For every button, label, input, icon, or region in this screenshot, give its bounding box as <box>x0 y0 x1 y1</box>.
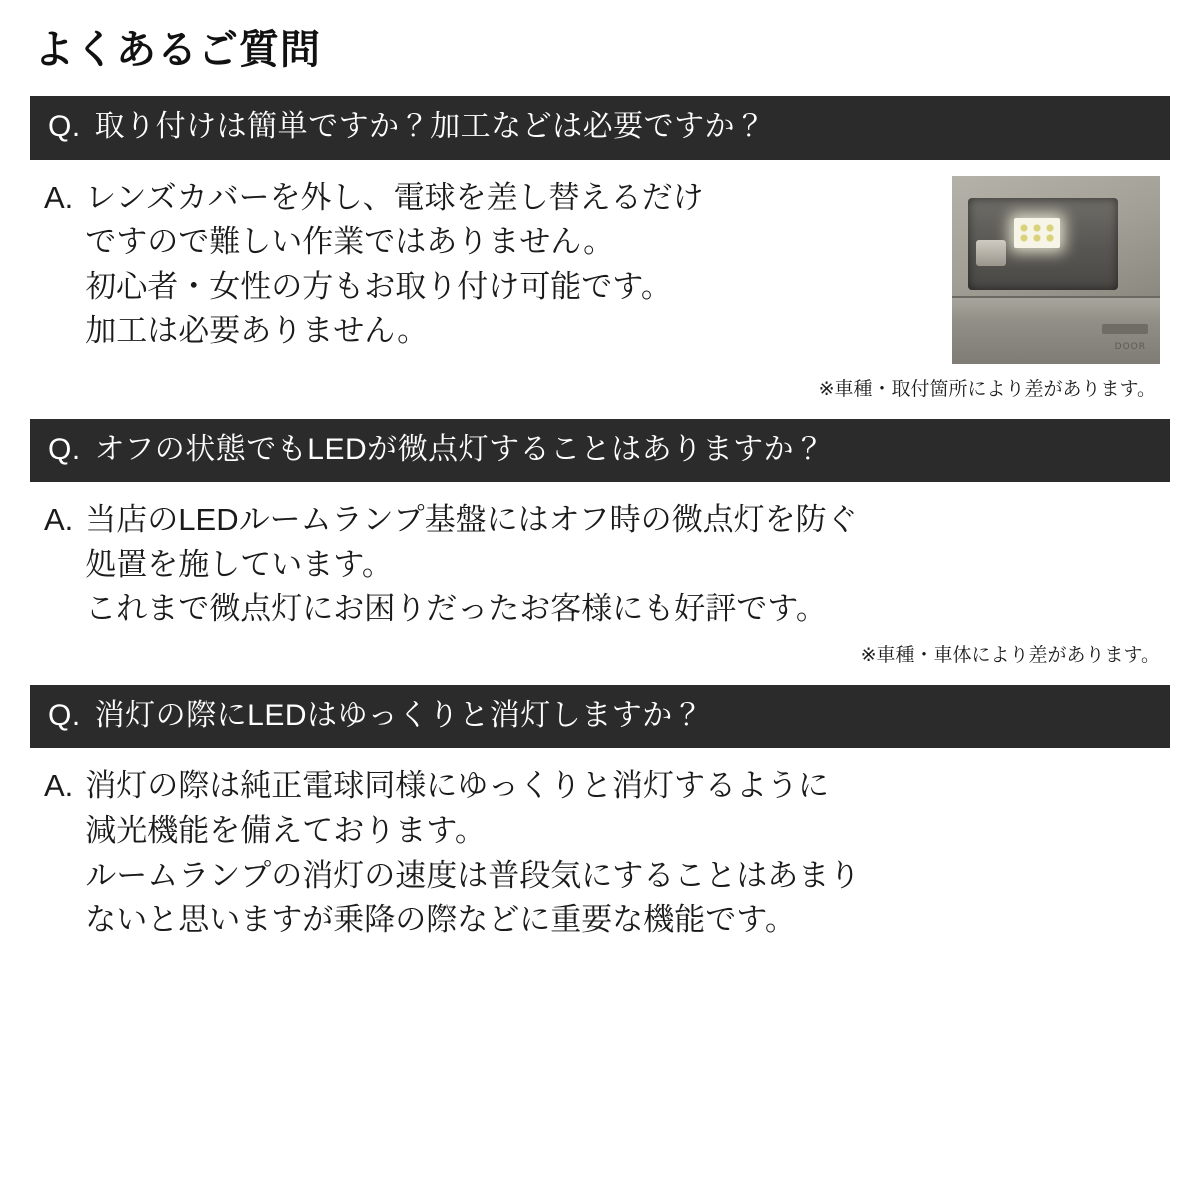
answer-with-image-1 <box>85 176 1160 364</box>
question-text-2: オフの状態でもLEDが微点灯することはありますか？ <box>94 432 825 466</box>
lens-slot <box>1102 324 1148 334</box>
answer-note-2: ※車種・車体により差があります。 <box>860 644 1160 666</box>
answer-line: 当店のLEDルームランプ基盤にはオフ時の微点灯を防ぐ <box>85 502 858 537</box>
question-bar-2 <box>30 419 1170 483</box>
question-marker-3: Q. <box>48 698 81 732</box>
question-text-3: 消灯の際にLEDはゆっくりと消灯しますか？ <box>94 698 704 732</box>
question-marker-2: Q. <box>48 432 81 466</box>
question-text-1: 取り付けは簡単ですか？加工などは必要ですか？ <box>94 110 766 143</box>
answer-marker-2: A. <box>44 502 74 537</box>
led-chip-dots <box>1018 223 1056 243</box>
answer-line: レンズカバーを外し、電球を差し替えるだけ <box>85 179 704 215</box>
faq-item-2 <box>30 419 1170 667</box>
answer-line: 減光機能を備えております。 <box>85 813 486 848</box>
answer-line: 加工は必要ありません。 <box>85 313 429 349</box>
answer-line: 初心者・女性の方もお取り付け可能です。 <box>85 268 672 304</box>
answer-text-column-1 <box>85 176 946 355</box>
question-bar-1 <box>30 96 1170 160</box>
photo-column-1 <box>952 176 1160 364</box>
faq-item-1 <box>30 96 1170 401</box>
answer-line: 消灯の際は純正電球同様にゆっくりと消灯するように <box>85 768 829 804</box>
answer-block-2 <box>30 482 1170 667</box>
faq-item-3 <box>30 685 1170 943</box>
answer-line: 処置を施しています。 <box>85 546 393 582</box>
answer-line: ですので難しい作業ではありません。 <box>85 224 615 260</box>
answer-body-2 <box>85 498 1160 667</box>
page-title: よくあるご質問 <box>34 28 321 72</box>
answer-line: ルームランプの消灯の速度は普段気にすることはあまり <box>85 857 861 893</box>
lamp-terminal <box>976 240 1006 266</box>
answer-body-3 <box>85 764 1160 943</box>
question-bar-3 <box>30 685 1170 749</box>
answer-marker-3: A. <box>44 768 74 804</box>
answer-line: これまで微点灯にお困りだったお客様にも好評です。 <box>85 591 827 627</box>
question-marker-1: Q. <box>48 110 81 143</box>
answer-block-1 <box>30 160 1170 401</box>
room-lamp-led-photo <box>952 176 1160 364</box>
answer-line: ないと思いますが乗降の際などに重要な機能です。 <box>85 902 796 938</box>
answer-note-1: ※車種・取付箇所により差があります。 <box>818 378 1156 400</box>
answer-body-1 <box>85 176 1160 401</box>
answer-block-3 <box>30 748 1170 943</box>
door-label: DOOR <box>1114 341 1146 352</box>
answer-marker-1: A. <box>44 179 74 215</box>
